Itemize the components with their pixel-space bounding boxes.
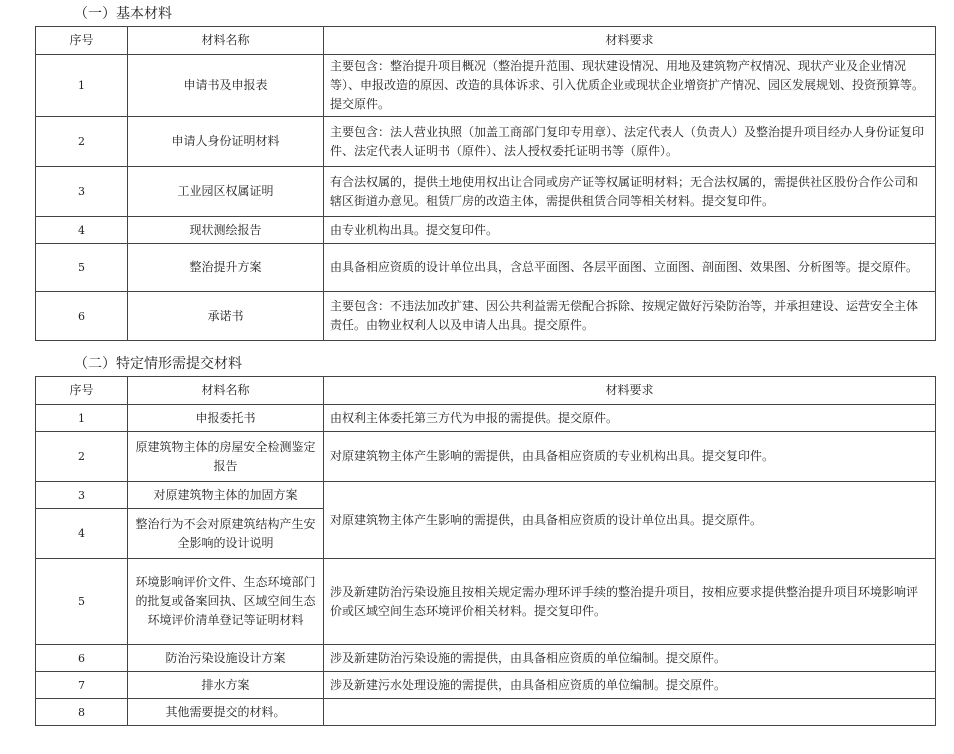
table-row	[36, 699, 936, 726]
row-no: 6	[36, 292, 128, 341]
row-req: 主要包含：整治提升项目概况（整治提升范围、现状建设情况、用地及建筑物产权情况、现状产业及企业情况等）、申报改造的原因、改造的具体诉求、引入优质企业或现状企业增资扩产情况、园区发展规划、投资预算等。提交原件。	[324, 55, 936, 117]
header-name: 材料名称	[128, 27, 324, 55]
table-row	[36, 55, 936, 117]
table-row	[36, 645, 936, 672]
row-name: 承诺书	[128, 292, 324, 341]
row-no: 6	[36, 645, 128, 672]
header-no: 序号	[36, 27, 128, 55]
row-name: 对原建筑物主体的加固方案	[128, 482, 324, 509]
row-no: 2	[36, 432, 128, 482]
header-req: 材料要求	[324, 27, 936, 55]
row-name: 整治提升方案	[128, 244, 324, 292]
basic-materials-table	[35, 26, 936, 341]
row-no: 2	[36, 117, 128, 167]
header-req: 材料要求	[324, 377, 936, 405]
row-no: 4	[36, 509, 128, 559]
row-no: 5	[36, 244, 128, 292]
table-row	[36, 117, 936, 167]
row-req: 主要包含：法人营业执照（加盖工商部门复印专用章）、法定代表人（负责人）及整治提升项目经办人身份证复印件、法定代表人证明书（原件）、法人授权委托证明书等（原件）。	[324, 117, 936, 167]
special-materials-table	[35, 376, 936, 726]
header-no: 序号	[36, 377, 128, 405]
row-name: 整治行为不会对原建筑结构产生安全影响的设计说明	[128, 509, 324, 559]
row-name: 申报委托书	[128, 405, 324, 432]
row-req: 涉及新建防治污染设施的需提供，由具备相应资质的单位编制。提交原件。	[324, 645, 936, 672]
table-row	[36, 217, 936, 244]
table-row	[36, 672, 936, 699]
row-name: 现状测绘报告	[128, 217, 324, 244]
row-no: 7	[36, 672, 128, 699]
row-req: 对原建筑物主体产生影响的需提供，由具备相应资质的设计单位出具。提交原件。	[324, 482, 936, 559]
section-title-basic: （一）基本材料	[74, 6, 172, 22]
row-name: 防治污染设施设计方案	[128, 645, 324, 672]
row-no: 5	[36, 559, 128, 645]
row-name: 申请书及申报表	[128, 55, 324, 117]
table-header-row	[36, 27, 936, 55]
row-req: 由专业机构出具。提交复印件。	[324, 217, 936, 244]
row-name: 申请人身份证明材料	[128, 117, 324, 167]
row-no: 4	[36, 217, 128, 244]
table-row	[36, 482, 936, 509]
row-req: 对原建筑物主体产生影响的需提供，由具备相应资质的专业机构出具。提交复印件。	[324, 432, 936, 482]
header-name: 材料名称	[128, 377, 324, 405]
row-no: 1	[36, 405, 128, 432]
row-req: 由具备相应资质的设计单位出具，含总平面图、各层平面图、立面图、剖面图、效果图、分析图等。提交原件。	[324, 244, 936, 292]
row-no: 3	[36, 482, 128, 509]
row-req: 涉及新建防治污染设施且按相关规定需办理环评手续的整治提升项目，按相应要求提供整治提升项目环境影响评价或区域空间生态环境评价相关材料。提交复印件。	[324, 559, 936, 645]
row-name: 原建筑物主体的房屋安全检测鉴定报告	[128, 432, 324, 482]
row-no: 8	[36, 699, 128, 726]
row-name: 环境影响评价文件、生态环境部门的批复或备案回执、区域空间生态环境评价清单登记等证明材料	[128, 559, 324, 645]
table-row	[36, 432, 936, 482]
row-req	[324, 699, 936, 726]
row-name: 排水方案	[128, 672, 324, 699]
table-row	[36, 292, 936, 341]
row-req: 有合法权属的，提供土地使用权出让合同或房产证等权属证明材料；无合法权属的，需提供社区股份合作公司和辖区街道办意见。租赁厂房的改造主体，需提供租赁合同等相关材料。提交复印件。	[324, 167, 936, 217]
row-req: 由权利主体委托第三方代为申报的需提供。提交原件。	[324, 405, 936, 432]
row-req: 主要包含：不违法加改扩建、因公共利益需无偿配合拆除、按规定做好污染防治等，并承担建设、运营安全主体责任。由物业权利人以及申请人出具。提交原件。	[324, 292, 936, 341]
row-req: 涉及新建污水处理设施的需提供，由具备相应资质的单位编制。提交原件。	[324, 672, 936, 699]
row-name: 其他需要提交的材料。	[128, 699, 324, 726]
table-header-row	[36, 377, 936, 405]
row-no: 3	[36, 167, 128, 217]
table-row	[36, 167, 936, 217]
row-no: 1	[36, 55, 128, 117]
table-row	[36, 244, 936, 292]
table-row	[36, 559, 936, 645]
row-name: 工业园区权属证明	[128, 167, 324, 217]
table-row	[36, 405, 936, 432]
section-title-special: （二）特定情形需提交材料	[74, 356, 242, 372]
